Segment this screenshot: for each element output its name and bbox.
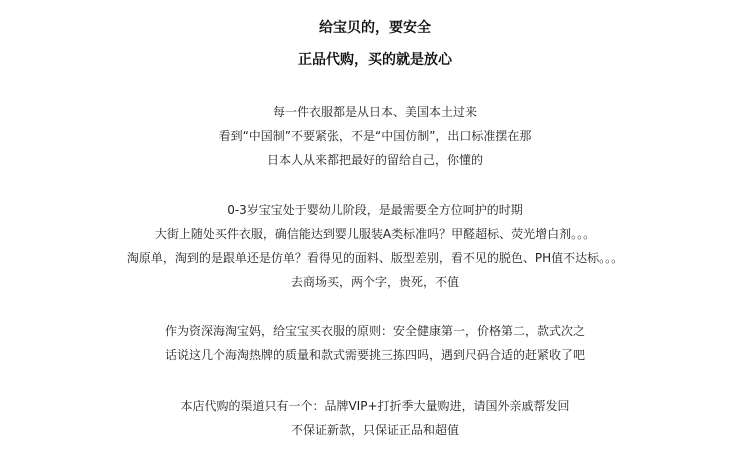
paragraph-line: 每一件衣服都是从日本、美国本土过来 [272,105,477,119]
paragraph-line: 不保证新款，只保证正品和超值 [290,423,459,437]
paragraph-line: 话说这几个海淘热牌的质量和款式需要挑三拣四吗，遇到尺码合适的赶紧收了吧 [164,348,585,362]
paragraph-line: 去商场买，两个字，贵死，不值 [290,275,459,289]
paragraph-line: 0-3岁宝宝处于婴幼儿阶段，是最需要全方位呵护的时期 [227,203,523,217]
heading-safety: 给宝贝的，要安全 [319,20,431,36]
paragraph-line: 大街上随处买件衣服，确信能达到婴儿服装A类标准吗？甲醛超标、荧光增白剂。。。 [154,227,596,241]
paragraph-line: 淘原单，淘到的是跟单还是仿单？看得见的面料、版型差别，看不见的脱色、PH值不达标。。。 [126,251,624,265]
heading-authentic: 正品代购，买的就是放心 [298,52,452,68]
paragraph-line: 日本人从来都把最好的留给自己，你懂的 [266,153,483,167]
paragraph-line: 本店代购的渠道只有一个：品牌VIP+打折季大量购进，请国外亲戚帮发回 [180,399,570,413]
paragraph-line: 看到“中国制”不要紧张，不是“中国仿制”，出口标准摆在那 [218,129,532,143]
paragraph-line: 作为资深海淘宝妈，给宝宝买衣服的原则：安全健康第一，价格第二，款式次之 [164,324,585,338]
